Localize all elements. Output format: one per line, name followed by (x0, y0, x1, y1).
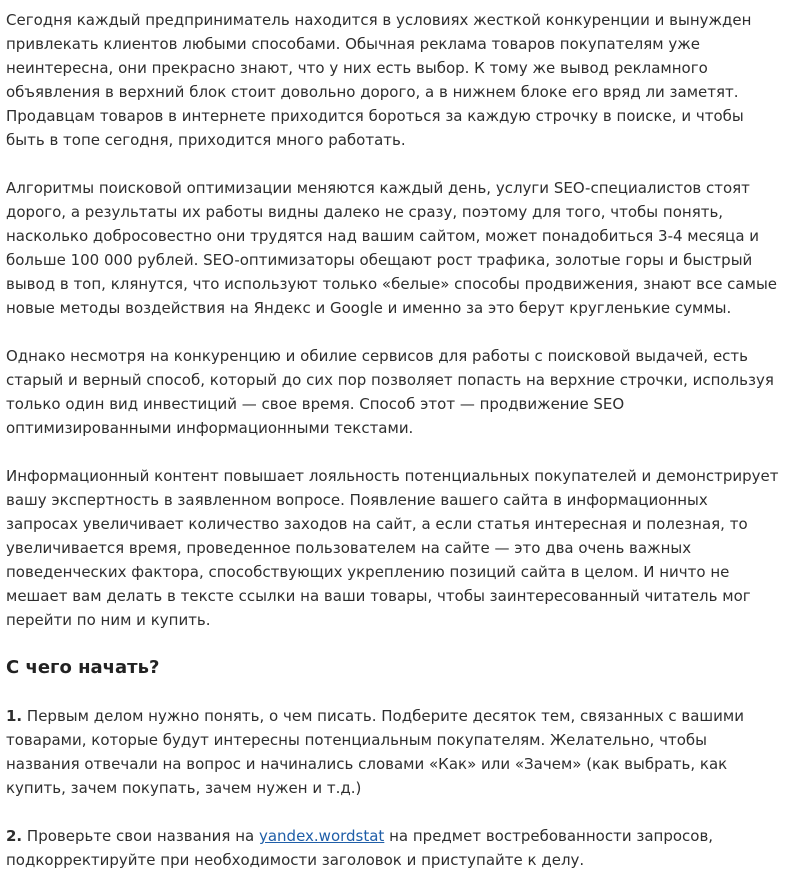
step-1-text: Первым делом нужно понять, о чем писать. Подберите десяток тем, связанных с вашими товарами, которые будут интересны потенциальным покупателям. Желательно, чтобы названия отвечали на вопрос и начинались словами «Как» или «Зачем» (как выбрать, как купить, зачем покупать, зачем нужен и т.д.) (6, 707, 744, 797)
paragraph-seo-algorithms: Алгоритмы поисковой оптимизации меняются каждый день, услуги SEO-специалистов стоят дорого, а результаты их работы видны далеко не сразу, поэтому для того, чтобы понять, насколько добросовестно они трудятся над вашим сайтом, может понадобиться 3-4 месяца и больше 100 000 рублей. SEO-оптимизаторы обещают рост трафика, золотые горы и быстрый вывод в топ, клянутся, что используют только «белые» способы продвижения, знают все самые новые методы воздействия на Яндекс и Google и именно за это берут кругленькие суммы. (6, 179, 778, 317)
step-1-number: 1. (6, 707, 23, 725)
step-2-text-before: Проверьте свои названия на (22, 827, 259, 845)
step-1-paragraph (6, 704, 781, 800)
step-2-paragraph (6, 824, 781, 872)
paragraph-old-method: Однако несмотря на конкуренцию и обилие сервисов для работы с поисковой выдачей, есть старый и верный способ, который до сих пор позволяет попасть на верхние строчки, используя только один вид инвестиций — свое время. Способ этот — продвижение SEO оптимизированными информационными текстами. (6, 347, 774, 437)
step-2-text-after: на предмет востребованности запросов, подкорректируйте при необходимости заголовок и приступайте к делу. (6, 827, 714, 869)
section-heading: С чего начать? (6, 657, 160, 678)
paragraph-intro: Сегодня каждый предприниматель находится в условиях жесткой конкуренции и вынужден привлекать клиентов любыми способами. Обычная реклама товаров покупателям уже неинтересна, они прекрасно знают, что у них есть выбор. К тому же вывод рекламного объявления в верхний блок стоит довольно дорого, а в нижнем блоке его вряд ли заметят. Продавцам товаров в интернете приходится бороться за каждую строчку в поиске, и чтобы быть в топе сегодня, приходится много работать. (6, 11, 752, 149)
article-body (6, 8, 781, 896)
step-2-number: 2. (6, 827, 23, 845)
yandex-wordstat-link[interactable]: yandex.wordstat (258, 827, 385, 845)
paragraph-info-content: Информационный контент повышает лояльность потенциальных покупателей и демонстрирует вашу экспертность в заявленном вопросе. Появление вашего сайта в информационных запросах увеличивает количество заходов на сайт, а если статья интересная и полезная, то увеличивается время, проведенное пользователем на сайте — это два очень важных поведенческих фактора, способствующих укреплению позиций сайта в целом. И ничто не мешает вам делать в тексте ссылки на ваши товары, чтобы заинтересованный читатель мог перейти по ним и купить. (6, 467, 779, 629)
